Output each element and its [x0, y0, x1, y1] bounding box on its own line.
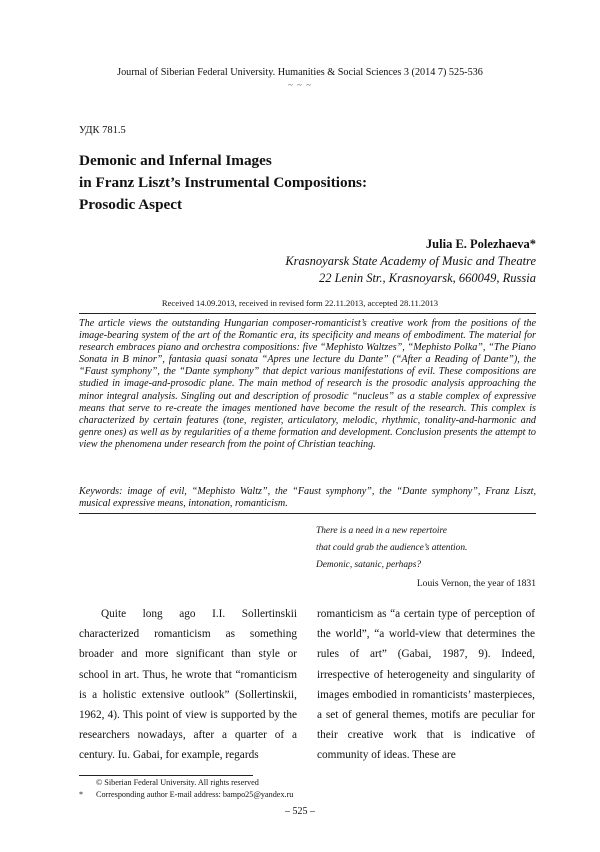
body-paragraph: romanticism as “a certain type of perception of the world”, “a world-view that determines the rules of art” (Gabai, 1987, 9). Indeed, irrespective of heterogeneity and singularity of images embodied in romanticists’ masterpieces, a set of general themes, motifs are peculiar for their creative work that is indicative of community of ideas. These are — [317, 608, 535, 762]
body-paragraph: Quite long ago I.I. Sollertinskii characterized romanticism as something broader and more significant than style or school in art. Thus, he wrote that “romanticism is a holistic extensive outlook” (Sollertinskii, 1962, 4). This point of view is supported by the researchers nowadays, after a quarter of a century. Iu. Gabai, for example, regards — [79, 608, 297, 762]
footnote-text: Corresponding author E-mail address: bampo25@yandex.ru — [96, 790, 294, 799]
header-separator: ~ ~ ~ — [287, 80, 313, 90]
udk-code: УДК 781.5 — [79, 125, 126, 136]
body-column-right — [317, 604, 535, 766]
body-column-left — [79, 604, 297, 766]
article-title — [79, 150, 367, 216]
footnote-copyright: © Siberian Federal University. All rights reserved — [96, 778, 259, 787]
abstract: The article views the outstanding Hungarian composer-romanticist’s creative work from the positions of the image-bearing system of the art of the Romantic era, its specificity and means of embodiment. The material for research embraces piano and orchestra compositions: five “Mephisto Waltzes”, “Mephisto Polka”, “The Piano Sonata in B minor”, fantasia quasi sonata “Apres une lecture du Dante” (“After a Reading of Dante”), the “Faust symphony”, the “Dante symphony” that depict various manifestations of evil. These compositions are studied in image-and-prosodic plane. The main method of research is the prosodic analysis approaching the minor integral analysis. Singling out and description of prosodic “nucleus” as a stable complex of expressive means that serve to re-create the images mentioned have become the result of the research. This complex is characterized by certain features (tone, register, articulatory, melodic, rhythmic, tonality-and-harmonic and genre ones) as well as by regularities of a theme formation and development. Conclusion presents the attempt to view the phenomena under research from the point of Christian teaching. — [79, 318, 536, 450]
received-dates: Received 14.09.2013, received in revised form 22.11.2013, accepted 28.11.2013 — [161, 298, 439, 308]
abstract-bottom-rule — [79, 513, 536, 514]
epigraph-line: Demonic, satanic, perhaps? — [316, 560, 422, 570]
epigraph-source: Louis Vernon, the year of 1831 — [416, 578, 536, 589]
footnote-rule — [79, 775, 253, 776]
title-line: in Franz Liszt’s Instrumental Compositions: — [79, 174, 368, 191]
epigraph-line: that could grab the audience’s attention. — [316, 543, 468, 553]
title-line: Prosodic Aspect — [79, 196, 183, 213]
author-block — [285, 236, 536, 287]
epigraph-line: There is a need in a new repertoire — [316, 526, 447, 536]
title-line: Demonic and Infernal Images — [79, 152, 272, 169]
abstract-top-rule — [79, 313, 536, 314]
footnote-corresponding — [79, 790, 293, 799]
author-name: Julia E. Polezhaeva* — [425, 237, 536, 251]
footnote-mark: * — [79, 790, 84, 799]
author-affiliation: Krasnoyarsk State Academy of Music and Theatre — [285, 254, 536, 268]
journal-header: Journal of Siberian Federal University. Humanities & Social Sciences 3 (2014 7) 525-536 — [117, 67, 483, 78]
page-number: – 525 – — [285, 806, 315, 817]
author-address: 22 Lenin Str., Krasnoyarsk, 660049, Russia — [318, 271, 536, 285]
epigraph — [316, 523, 467, 574]
keywords: Keywords: image of evil, “Mephisto Waltz”, the “Faust symphony”, the “Dante symphony”, Franz Liszt, musical expressive means, intonation, romanticism. — [79, 486, 536, 510]
